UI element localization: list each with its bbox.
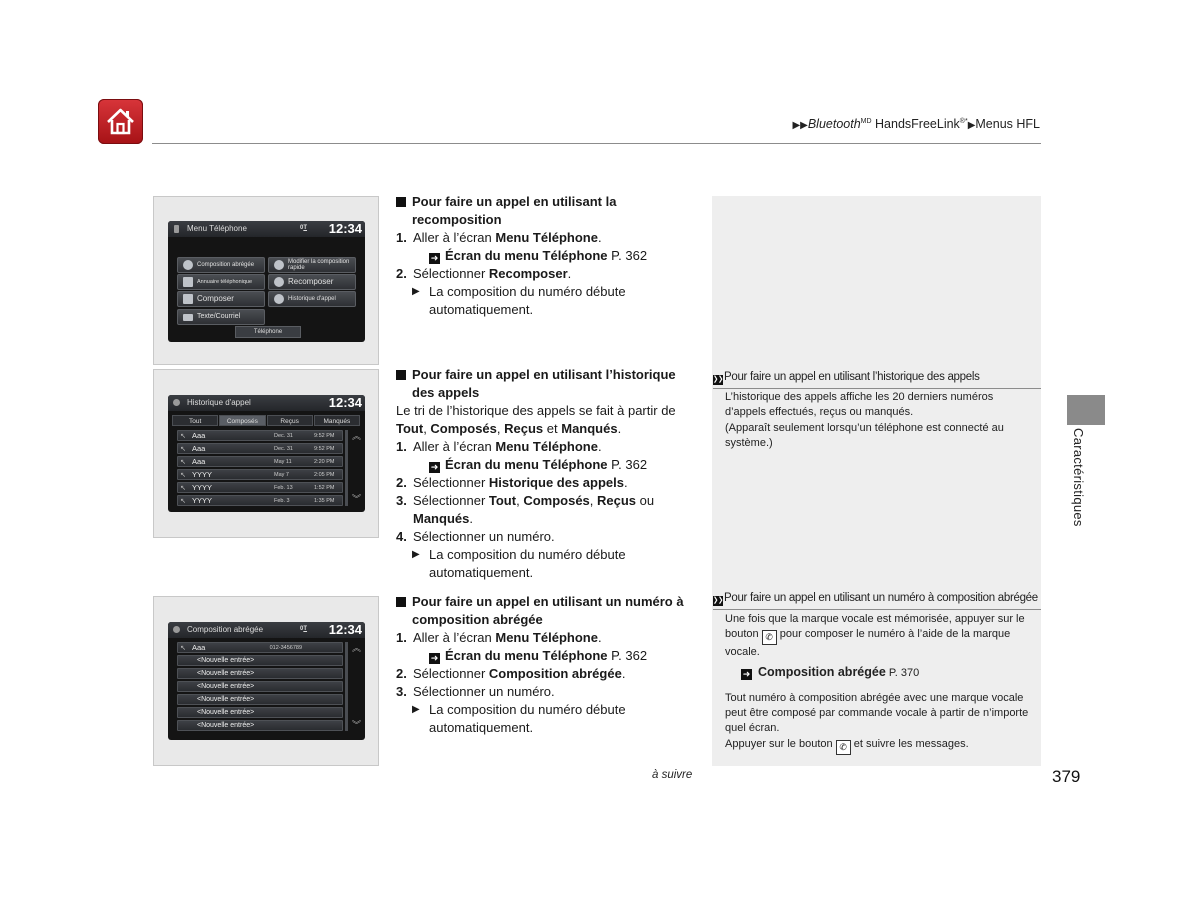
- page-reference[interactable]: ➜ Écran du menu Téléphone P. 362: [430, 648, 648, 663]
- speed-dial-entry[interactable]: <Nouvelle entrée>: [177, 668, 343, 679]
- speed-dial-screen: [168, 622, 365, 740]
- chapter-label: Caractéristiques: [1071, 428, 1086, 527]
- section-speed-dial: [396, 593, 696, 737]
- history-row[interactable]: ↖ Aaa Dec. 31 9:52 PM: [177, 443, 343, 454]
- speed-dial-entry[interactable]: <Nouvelle entrée>: [177, 720, 343, 731]
- outgoing-call-icon: ↖: [180, 458, 186, 466]
- result: ▶ La composition du numéro débute automatiquement.: [412, 702, 626, 735]
- scroll-up-icon[interactable]: ︽: [351, 643, 361, 653]
- outgoing-call-icon: ↖: [180, 497, 186, 505]
- screen-title: Menu Téléphone: [187, 224, 247, 233]
- breadcrumb-product[interactable]: HandsFreeLink: [875, 117, 960, 131]
- history-row[interactable]: ↖ Aaa May 11 2:20 PM: [177, 456, 343, 467]
- speed-dial-entry[interactable]: <Nouvelle entrée>: [177, 707, 343, 718]
- history-row[interactable]: ↖ Aaa Dec. 31 9:52 PM: [177, 430, 343, 441]
- step: 1. Aller à l’écran Menu Téléphone.: [396, 439, 602, 454]
- bluetooth-status-icon: 0T: [300, 225, 308, 231]
- phonebook-icon: [183, 277, 193, 287]
- phone-icon: [174, 225, 179, 233]
- menu-button-call-history[interactable]: Historique d'appel: [268, 291, 356, 307]
- tab-received[interactable]: Reçus: [267, 415, 313, 426]
- note-arrow-icon: ❯❯: [713, 376, 723, 383]
- tab-dialed[interactable]: Composés: [219, 415, 265, 426]
- outgoing-call-icon: ↖: [180, 445, 186, 453]
- menu-button-text-email[interactable]: Texte/Courriel: [177, 309, 265, 325]
- scrollbar[interactable]: [345, 642, 348, 731]
- back-icon[interactable]: [173, 399, 180, 406]
- tab-all[interactable]: Tout: [172, 415, 218, 426]
- breadcrumb-page: Menus HFL: [975, 117, 1040, 131]
- screen-clock: 12:34: [328, 622, 362, 637]
- scroll-up-icon[interactable]: ︽: [351, 431, 361, 441]
- screen-clock: 12:34: [328, 395, 362, 410]
- screen-header: [168, 221, 365, 237]
- screen-header: [168, 395, 365, 411]
- speed-dial-entry[interactable]: <Nouvelle entrée>: [177, 655, 343, 666]
- reference-arrow-icon: ➜: [430, 653, 439, 663]
- section-intro: Le tri de l’historique des appels se fait à partir de Tout, Composés, Reçus et Manqués.: [396, 403, 676, 436]
- note-body-speed-dial: Une fois que la marque vocale est mémorisée, appuyer sur le bouton ✆ pour composer le numéro à l’aide de la marque vocale. ➜ Composition abrégée P. 370 Tout numéro à composition abrégée avec une marque vocale peut être composé par commande vocale à partir de n’importe quel écran. Appuyer sur le bouton ✆ et suivre les messages.: [725, 612, 1035, 755]
- screen-title: Historique d'appel: [187, 398, 251, 407]
- step: 3. Sélectionner Tout, Composés, Reçus ou Manqués.: [396, 493, 655, 526]
- keypad-icon: [183, 294, 193, 304]
- step: 1. Aller à l’écran Menu Téléphone.: [396, 630, 602, 645]
- breadcrumb-brand[interactable]: Bluetooth: [807, 117, 861, 131]
- step: 3. Sélectionner un numéro.: [396, 684, 555, 699]
- header-divider: [152, 143, 1041, 144]
- result: ▶ La composition du numéro débute automatiquement.: [412, 284, 626, 317]
- menu-button-phonebook[interactable]: Annuaire téléphonique: [177, 274, 265, 290]
- page-reference[interactable]: ➜ Écran du menu Téléphone P. 362: [430, 248, 648, 263]
- outgoing-call-icon: ↖: [180, 484, 186, 492]
- call-history-screen: [168, 395, 365, 512]
- talk-button-icon: ✆: [836, 740, 851, 755]
- step: 2. Sélectionner Composition abrégée.: [396, 666, 626, 681]
- scroll-down-icon[interactable]: ︾: [351, 494, 361, 504]
- menu-button-dial[interactable]: Composer: [177, 291, 265, 307]
- chapter-tab[interactable]: [1067, 395, 1105, 425]
- home-icon: [104, 105, 137, 138]
- note-heading-speed-dial: ❯❯Pour faire un appel en utilisant un numéro à composition abrégée: [713, 591, 1041, 610]
- note-arrow-icon: ❯❯: [713, 597, 723, 604]
- outgoing-call-icon: ↖: [180, 432, 186, 440]
- history-row[interactable]: ↖ YYYY Feb. 3 1:35 PM: [177, 495, 343, 506]
- menu-button-edit-speed-dial[interactable]: Modifier la composition rapide: [268, 257, 356, 273]
- section-title: Pour faire un appel en utilisant la recomposition: [396, 193, 696, 229]
- edit-speed-dial-icon: [274, 260, 284, 270]
- breadcrumb-arrow-icon: ▶▶: [792, 120, 808, 131]
- section-title: Pour faire un appel en utilisant l’historique des appels: [396, 366, 696, 402]
- note-body-history: L’historique des appels affiche les 20 derniers numéros d’appels effectués, reçus ou manqués. (Apparaît seulement lorsqu’un téléphone est connecté au système.): [725, 391, 1004, 449]
- screenshot-panel-menu: [153, 196, 379, 365]
- continued-label: à suivre: [652, 769, 693, 781]
- page-number: 379: [1052, 767, 1081, 786]
- reference-arrow-icon: ➜: [430, 462, 439, 472]
- redial-icon: [274, 277, 284, 287]
- result: ▶ La composition du numéro débute automatiquement.: [412, 547, 626, 580]
- reference-arrow-icon: ➜: [430, 253, 439, 263]
- speed-dial-row[interactable]: ↖ Aaa 012-3456789: [177, 642, 343, 653]
- screen-title: Composition abrégée: [187, 625, 264, 634]
- breadcrumb-brand-sup: MD: [860, 117, 872, 125]
- page-reference[interactable]: ➜ Écran du menu Téléphone P. 362: [430, 457, 648, 472]
- outgoing-call-icon: ↖: [180, 471, 186, 479]
- speed-dial-entry[interactable]: <Nouvelle entrée>: [177, 694, 343, 705]
- section-title: Pour faire un appel en utilisant un numéro à composition abrégée: [396, 593, 696, 629]
- breadcrumb-product-sup: ®*: [959, 117, 968, 125]
- step: 4. Sélectionner un numéro.: [396, 529, 555, 544]
- step: 2. Sélectionner Recomposer.: [396, 266, 572, 281]
- phone-tab[interactable]: Téléphone: [235, 326, 301, 338]
- result-arrow-icon: ▶: [412, 286, 420, 297]
- history-row[interactable]: ↖ YYYY May 7 2:05 PM: [177, 469, 343, 480]
- note-heading-history: ❯❯Pour faire un appel en utilisant l’historique des appels: [713, 370, 1041, 389]
- result-arrow-icon: ▶: [412, 549, 420, 560]
- speed-dial-icon: [183, 260, 193, 270]
- talk-button-icon: ✆: [762, 630, 777, 645]
- bluetooth-status-icon: 0T: [300, 626, 308, 632]
- tab-missed[interactable]: Manqués: [314, 415, 360, 426]
- back-icon[interactable]: [173, 626, 180, 633]
- breadcrumb-arrow-icon: ▶: [967, 120, 976, 131]
- section-history: [396, 366, 696, 582]
- section-redial: [396, 193, 696, 319]
- history-tabs: [172, 415, 361, 426]
- step: 2. Sélectionner Historique des appels.: [396, 475, 628, 490]
- page-reference[interactable]: ➜ Composition abrégée P. 370: [742, 664, 920, 679]
- screen-clock: 12:34: [328, 221, 362, 236]
- result-arrow-icon: ▶: [412, 704, 420, 715]
- breadcrumb: [792, 117, 1040, 131]
- step: 1. Aller à l’écran Menu Téléphone.: [396, 230, 602, 245]
- history-row[interactable]: ↖ YYYY Feb. 13 1:52 PM: [177, 482, 343, 493]
- reference-arrow-icon: ➜: [742, 668, 751, 679]
- screenshot-panel-speed-dial: [153, 596, 379, 766]
- call-history-icon: [274, 294, 284, 304]
- phone-icon: ↖: [180, 644, 186, 652]
- menu-button-redial[interactable]: Recomposer: [268, 274, 356, 290]
- envelope-icon: [183, 314, 193, 321]
- phone-menu-screen: [168, 221, 365, 342]
- home-button[interactable]: [98, 99, 143, 144]
- menu-button-speed-dial[interactable]: Composition abrégée: [177, 257, 265, 273]
- scrollbar[interactable]: [345, 430, 348, 506]
- speed-dial-entry[interactable]: <Nouvelle entrée>: [177, 681, 343, 692]
- screen-header: [168, 622, 365, 638]
- scroll-down-icon[interactable]: ︾: [351, 720, 361, 730]
- screenshot-panel-history: [153, 369, 379, 538]
